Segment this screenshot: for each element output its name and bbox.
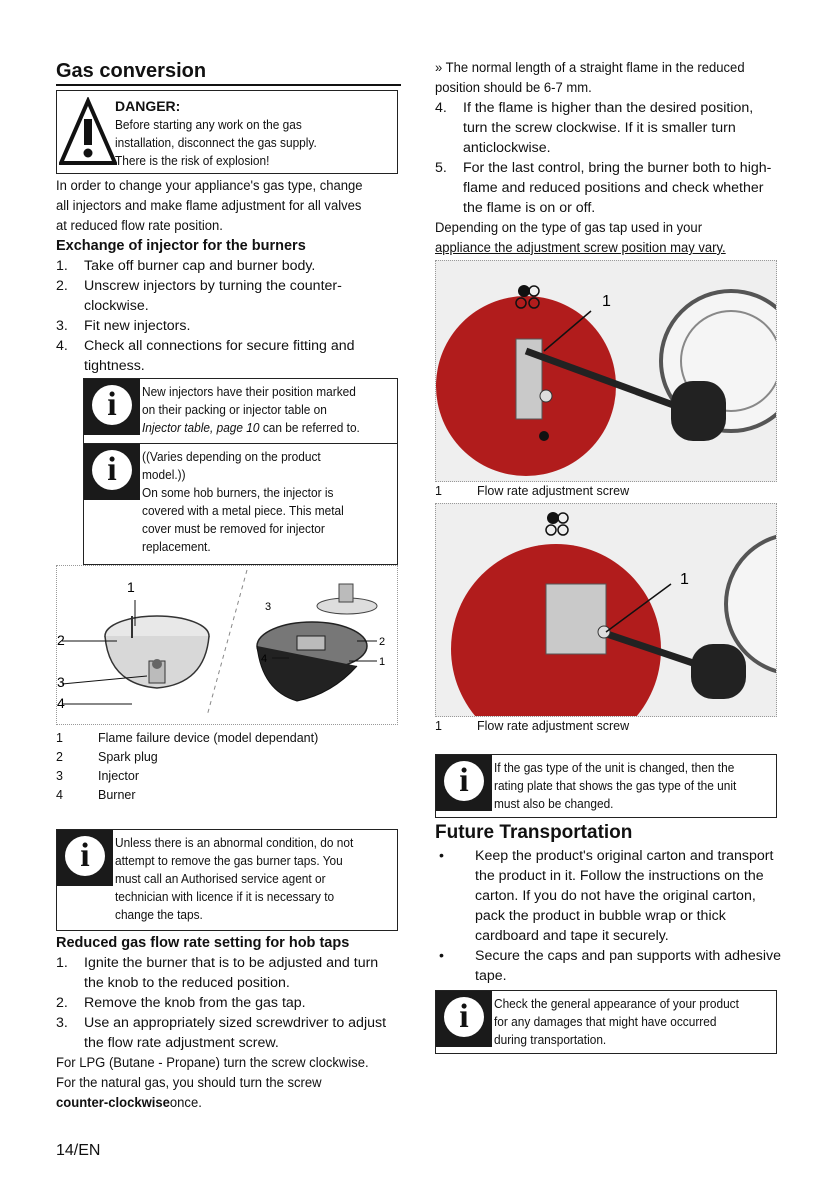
normal-line: » The normal length of a straight flame in the reduced: [435, 60, 745, 76]
left-column: [56, 58, 396, 1113]
danger-heading: DANGER:: [115, 98, 181, 114]
figure-label: 3: [265, 601, 272, 613]
list-item: 1. Ignite the burner that is to be adjusted and turn the knob to the reduced position.: [56, 955, 379, 991]
intro-paragraph: [56, 176, 396, 236]
burner-illustration: [57, 566, 397, 724]
info-line: replacement.: [142, 540, 211, 554]
list-item: 2. Unscrew injectors by turning the counter- clockwise.: [56, 278, 342, 314]
figure-label: 2: [379, 636, 386, 648]
natural-line: For the natural gas, you should turn the screw: [56, 1075, 322, 1091]
list-item: 3. Use an appropriately sized screwdriver to adjust the flow rate adjustment screw.: [56, 1015, 387, 1051]
info-line: during transportation.: [494, 1033, 607, 1047]
info-icon: i: [84, 379, 140, 435]
figure-caption: 1 Flow rate adjustment screw: [435, 484, 630, 498]
list-item: • Secure the caps and pan supports with adhesive tape.: [439, 948, 782, 984]
warning-triangle-icon: [59, 97, 117, 167]
info-line: Injector table, page 10 can be referred to.: [142, 421, 360, 435]
list-item: 4. Check all connections for secure fitting and tightness.: [56, 338, 355, 374]
normal-line: position should be 6-7 mm.: [435, 80, 592, 96]
figure-legend: [56, 729, 396, 805]
info-line: New injectors have their position marked: [142, 385, 356, 399]
legend-item: 1 Flame failure device (model dependant): [56, 731, 319, 745]
info-box-injector-cover: [83, 444, 398, 565]
figure-label: 3: [57, 674, 65, 690]
info-line: change the taps.: [115, 908, 203, 922]
info-line: Unless there is an abnormal condition, do not: [115, 836, 354, 850]
screw-photo-1: [436, 261, 776, 481]
reduced-steps: [56, 953, 396, 1053]
info-line: for any damages that might have occurred: [494, 1015, 717, 1029]
figure-label: 1: [379, 656, 386, 668]
lpg-line: For LPG (Butane - Propane) turn the screw clockwise.: [56, 1055, 369, 1071]
screw-photo-2: [436, 504, 776, 716]
legend-item: 4 Burner: [56, 788, 136, 802]
info-box-injector-position: [83, 378, 398, 444]
figure-label: 1: [127, 579, 135, 595]
figure-label: 2: [57, 632, 65, 648]
intro-line: In order to change your appliance's gas type, change: [56, 178, 363, 194]
section-title-transportation: Future Transportation: [435, 822, 633, 843]
depending-line: appliance the adjustment screw position may vary.: [435, 240, 726, 256]
list-item: 4. If the flame is higher than the desired position, turn the screw clockwise. If it is smaller turn anticlockwise.: [435, 100, 754, 156]
figure-label: 4: [57, 695, 65, 711]
info-box-burner-taps: [56, 829, 398, 931]
info-box-rating-plate: [435, 754, 777, 818]
list-item: • Keep the product's original carton and transport the product in it. Follow the instructions on the carton. If you do not have the original carton, pack the product in bubble wrap or thick cardboard and tape it securely.: [439, 848, 774, 944]
danger-line: installation, disconnect the gas supply.: [115, 136, 317, 150]
right-column: [435, 58, 783, 1054]
legend-item: 2 Spark plug: [56, 750, 158, 764]
info-icon: i: [436, 991, 492, 1047]
info-line: rating plate that shows the gas type of the unit: [494, 779, 737, 793]
danger-line: There is the risk of explosion!: [115, 154, 270, 168]
info-line: model.)): [142, 468, 186, 482]
figure-caption: 1 Flow rate adjustment screw: [435, 719, 630, 733]
info-box-transport-check: [435, 990, 777, 1054]
legend-item: 3 Injector: [56, 769, 139, 783]
section-title-gas-conversion: Gas conversion: [56, 58, 401, 86]
transport-bullets: [435, 846, 783, 986]
info-icon: i: [84, 444, 140, 500]
burner-figure: [56, 565, 398, 725]
adjust-steps: [435, 98, 783, 218]
info-line: must call an Authorised service agent or: [115, 872, 326, 886]
intro-line: at reduced flow rate position.: [56, 218, 223, 234]
figure-label: 4: [261, 653, 268, 665]
info-line: If the gas type of the unit is changed, then the: [494, 761, 735, 775]
danger-line: Before starting any work on the gas: [115, 118, 302, 132]
figure-label: 1: [680, 571, 689, 588]
reduced-heading: Reduced gas flow rate setting for hob taps: [56, 935, 350, 951]
info-line: cover must be removed for injector: [142, 522, 325, 536]
info-icon: i: [436, 755, 492, 811]
info-line: Check the general appearance of your product: [494, 997, 739, 1011]
exchange-heading: Exchange of injector for the burners: [56, 238, 306, 254]
danger-box: [56, 90, 398, 174]
info-line: technician with licence if it is necessary to: [115, 890, 335, 904]
info-line: On some hob burners, the injector is: [142, 486, 334, 500]
list-item: 2. Remove the knob from the gas tap.: [56, 995, 306, 1011]
list-item: 1. Take off burner cap and burner body.: [56, 258, 316, 274]
counter-line: counter-clockwiseonce.: [56, 1095, 202, 1111]
intro-line: all injectors and make flame adjustment for all valves: [56, 198, 362, 214]
figure-label: 1: [602, 293, 611, 310]
screw-figure-2: [435, 503, 777, 717]
screw-figure-1: [435, 260, 777, 482]
exchange-steps: [56, 256, 396, 376]
list-item: 3. Fit new injectors.: [56, 318, 191, 334]
info-icon: i: [57, 830, 113, 886]
depending-line: Depending on the type of gas tap used in your: [435, 220, 703, 236]
info-line: attempt to remove the gas burner taps. You: [115, 854, 343, 868]
list-item: 5. For the last control, bring the burner both to high- flame and reduced positions and check whether the flame is on or off.: [435, 160, 772, 216]
page-number: 14/EN: [56, 1142, 101, 1159]
info-line: must also be changed.: [494, 797, 614, 811]
info-line: ((Varies depending on the product: [142, 450, 321, 464]
info-line: covered with a metal piece. This metal: [142, 504, 344, 518]
info-line: on their packing or injector table on: [142, 403, 327, 417]
